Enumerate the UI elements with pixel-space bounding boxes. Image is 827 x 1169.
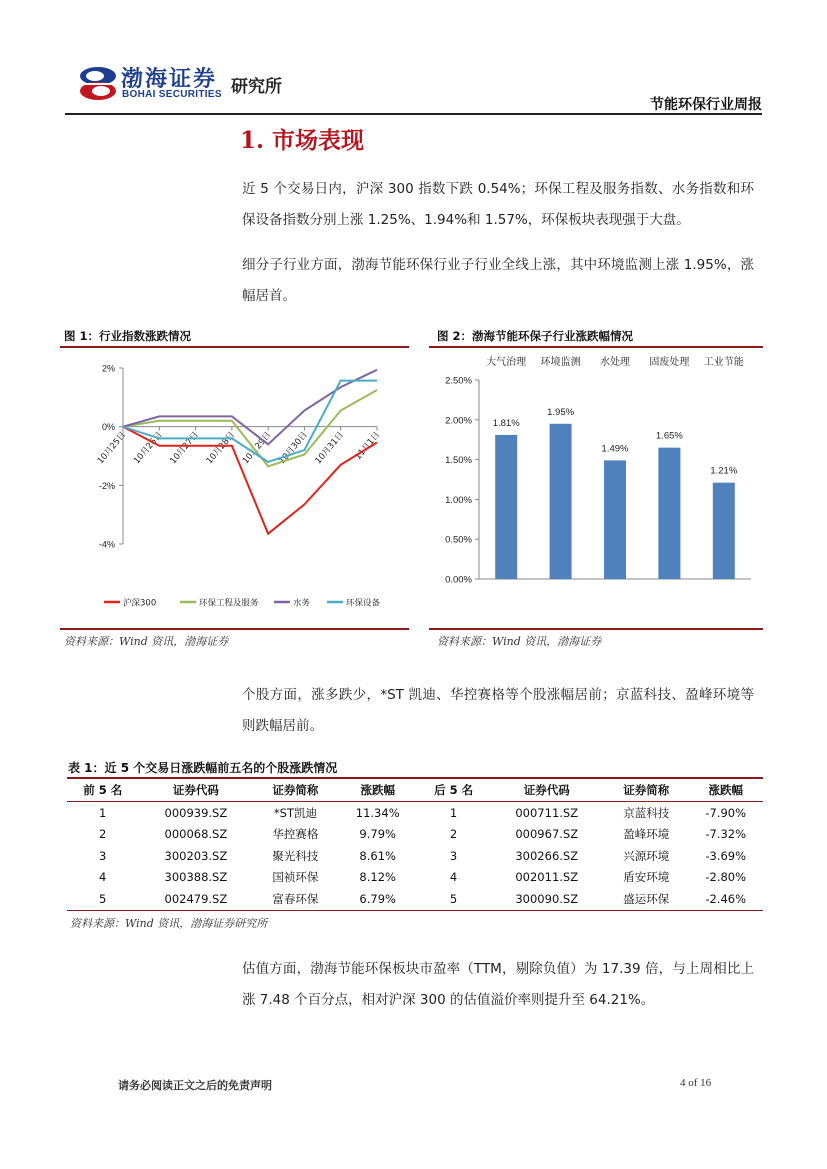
- table-cell: -3.69%: [705, 848, 747, 863]
- y-tick-label: 2.50%: [445, 375, 472, 387]
- table-cell: 6.79%: [359, 891, 396, 906]
- table-1-caption: 表 1：近 5 个交易日涨跌幅前五名的个股涨跌情况: [68, 761, 338, 775]
- figure-1-source: 资料来源：Wind 资讯，渤海证券: [64, 635, 229, 648]
- table-cell: -7.32%: [705, 827, 747, 842]
- paragraph-subsector: 细分子行业方面，渤海节能环保行业子行业全线上涨，其中环境监测上涨 1.95%，涨幅居首。: [242, 257, 754, 304]
- legend-label: 水务: [293, 598, 311, 609]
- table-cell: *ST凯迪: [273, 805, 317, 820]
- top-bottom-stocks-table: [67, 777, 763, 911]
- legend-label: 环保工程及服务: [199, 598, 259, 609]
- table-cell: 4: [449, 870, 458, 885]
- table-cell: 盾安环境: [623, 870, 670, 885]
- table-cell: 300266.SZ: [515, 848, 579, 863]
- legend-label: 沪深300: [123, 598, 157, 609]
- paragraph-valuation: 估值方面，渤海节能环保板块市盈率（TTM，剔除负值）为 17.39 倍，与上周相比上涨 7.48 个百分点，相对沪深 300 的估值溢价率则提升至 64.21%。: [242, 961, 754, 1008]
- table-cell: 3: [99, 848, 107, 863]
- paragraph-stocks: 个股方面，涨多跌少，*ST 凯迪、华控赛格等个股涨幅居前；京蓝科技、盈峰环境等则跌幅居前。: [242, 687, 754, 734]
- figure-1-bottom-rule: [60, 628, 409, 630]
- x-tick-label: 10月30日: [277, 430, 310, 467]
- x-tick-label: 10月27日: [168, 430, 201, 467]
- header-top5: 前 5 名: [83, 783, 123, 797]
- bar: [495, 435, 517, 579]
- bar: [604, 460, 626, 579]
- table-cell: 000939.SZ: [164, 805, 228, 820]
- header-divider: [65, 113, 762, 115]
- table-cell: 盈峰环境: [623, 827, 670, 842]
- bohai-logo-icon: [78, 64, 118, 104]
- page-number: 4 of 16: [680, 1077, 712, 1089]
- category-label: 大气治理: [486, 357, 527, 368]
- y-tick-label: 0.00%: [445, 574, 472, 586]
- x-tick-label: 10月28日: [204, 430, 238, 467]
- header-bottom5: 后 5 名: [434, 783, 474, 797]
- table-row: [67, 867, 763, 889]
- table-cell: 1: [449, 805, 458, 820]
- table-cell: 000711.SZ: [515, 805, 579, 820]
- x-tick-label: 10月31日: [313, 430, 347, 467]
- subsector-bar-chart: [429, 348, 763, 626]
- footer-disclaimer: 请务必阅读正文之后的免责声明: [118, 1079, 272, 1092]
- table-cell: 兴源环境: [623, 848, 670, 863]
- bar-value-label: 1.65%: [655, 430, 683, 442]
- bar-value-label: 1.95%: [547, 406, 575, 418]
- table-cell: 300090.SZ: [515, 891, 579, 906]
- table-cell: 300203.SZ: [164, 848, 228, 863]
- y-tick-label: 1.00%: [445, 494, 472, 506]
- x-tick-label: 11月1日: [353, 430, 383, 463]
- x-tick-label: 10月29日: [240, 430, 274, 467]
- table-row: [67, 845, 763, 867]
- table-cell: 盛运环保: [623, 891, 670, 906]
- table-cell: -2.46%: [705, 891, 747, 906]
- table-cell: 002479.SZ: [164, 891, 228, 906]
- table-cell: -7.90%: [705, 805, 747, 820]
- bar-value-label: 1.49%: [601, 443, 629, 455]
- paragraph-market-overview: 近 5 个交易日内，沪深 300 指数下跌 0.54%；环保工程及服务指数、水务指数和环保设备指数分别上涨 1.25%、1.94%和 1.57%，环保板块表现强于大盘。: [242, 181, 754, 228]
- header-change: 涨跌幅: [360, 783, 395, 797]
- table-row: [67, 888, 763, 910]
- table-cell: 300388.SZ: [164, 870, 228, 885]
- table-cell: 11.34%: [355, 805, 400, 820]
- y-tick-label: 1.50%: [445, 455, 472, 467]
- table-header-row: [67, 778, 763, 802]
- y-tick-label: 0.50%: [445, 534, 472, 546]
- figure-1-caption: 图 1：行业指数涨跌情况: [64, 329, 192, 343]
- header-name: 证券简称: [272, 783, 319, 797]
- table-cell: 000068.SZ: [164, 827, 228, 842]
- industry-index-line-chart: [60, 348, 409, 626]
- category-label: 固废处理: [649, 357, 690, 368]
- table-cell: -2.80%: [705, 870, 747, 885]
- table-cell: 华控赛格: [272, 827, 319, 842]
- x-tick-label: 10月25日: [95, 430, 129, 467]
- table-cell: 聚光科技: [272, 848, 319, 863]
- table-row: [67, 824, 763, 846]
- institute-name: 研究所: [231, 77, 282, 97]
- table-1-source: 资料来源：Wind 资讯，渤海证券研究所: [70, 917, 268, 930]
- y-tick-label: -4%: [98, 539, 115, 550]
- category-label: 工业节能: [703, 357, 744, 368]
- table-row: [67, 802, 763, 824]
- section-title: 1. 市场表现: [240, 127, 365, 154]
- table-cell: 8.12%: [359, 870, 396, 885]
- table-cell: 5: [449, 891, 458, 906]
- table-cell: 4: [99, 870, 107, 885]
- bar: [550, 424, 572, 579]
- bar-value-label: 1.21%: [710, 465, 738, 477]
- category-label: 环境监测: [540, 357, 581, 368]
- bar: [658, 448, 680, 579]
- header-name: 证券简称: [623, 783, 670, 797]
- table-cell: 富春环保: [272, 891, 319, 906]
- report-name: 节能环保行业周报: [650, 97, 762, 113]
- table-cell: 国祯环保: [272, 870, 319, 885]
- table-cell: 3: [449, 848, 458, 863]
- logo-company-name: 渤海证券: [121, 66, 218, 92]
- y-tick-label: -2%: [98, 480, 115, 491]
- figure-2-bottom-rule: [429, 628, 763, 630]
- table-cell: 9.79%: [359, 827, 396, 842]
- bar: [713, 483, 735, 579]
- table-cell: 8.61%: [359, 848, 396, 863]
- header-change: 涨跌幅: [708, 783, 743, 797]
- figure-2-source: 资料来源：Wind 资讯，渤海证券: [437, 635, 602, 648]
- table-cell: 5: [99, 891, 107, 906]
- category-label: 水处理: [600, 357, 630, 368]
- table-cell: 2: [99, 827, 107, 842]
- table-cell: 1: [99, 805, 107, 820]
- legend-label: 环保设备: [346, 598, 381, 609]
- header-code: 证券代码: [172, 783, 219, 797]
- bar-value-label: 1.81%: [492, 417, 520, 429]
- y-tick-label: 0%: [101, 422, 115, 433]
- table-cell: 2: [449, 827, 458, 842]
- y-tick-label: 2%: [101, 363, 115, 374]
- x-tick-label: 10月26日: [132, 430, 165, 467]
- table-cell: 002011.SZ: [515, 870, 579, 885]
- y-tick-label: 2.00%: [445, 415, 472, 427]
- figure-2-caption: 图 2：渤海节能环保子行业涨跌幅情况: [437, 329, 634, 343]
- table-cell: 000967.SZ: [515, 827, 579, 842]
- header-code: 证券代码: [523, 783, 570, 797]
- logo-company-name-en: BOHAI SECURITIES: [122, 89, 222, 100]
- table-cell: 京蓝科技: [623, 805, 670, 820]
